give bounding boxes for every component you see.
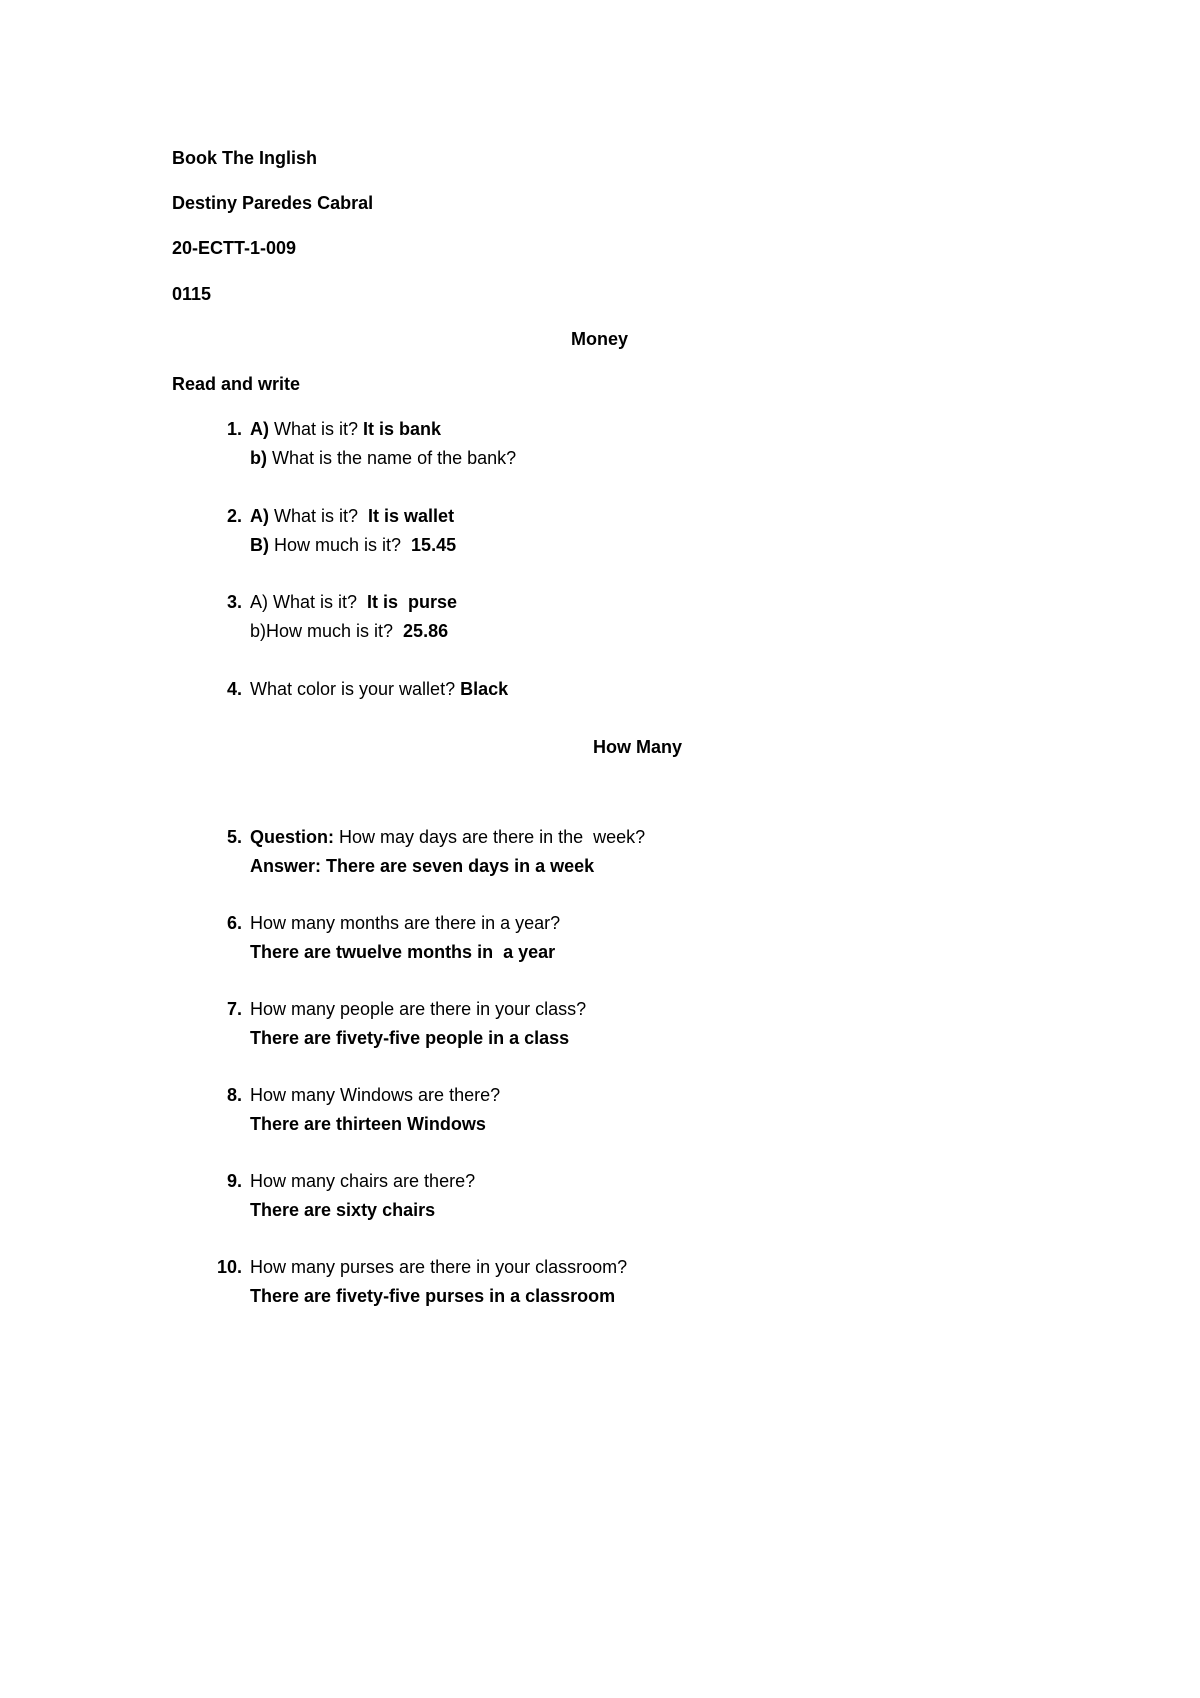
part-label: B) <box>250 535 269 555</box>
item-number: 9. <box>226 1171 242 1191</box>
item-number: 2. <box>226 506 242 526</box>
item-number: 1. <box>226 419 242 439</box>
answer-text: 15.45 <box>411 535 457 555</box>
question-text: b)How much is it? <box>250 621 404 641</box>
item-line <box>250 447 516 469</box>
item-number: 7. <box>226 999 242 1019</box>
question-label: Question: <box>250 827 334 847</box>
part-label: b) <box>250 448 267 468</box>
question-text: What is it? <box>269 506 369 526</box>
item-line <box>250 826 645 848</box>
item-line <box>250 418 441 440</box>
item-number: 5. <box>226 827 242 847</box>
answer-label: Answer: <box>250 856 322 876</box>
answer-text: It is wallet <box>368 506 455 526</box>
answer-text: Black <box>460 679 509 699</box>
question-text: How much is it? <box>269 535 412 555</box>
item-number: 4. <box>226 679 242 699</box>
answer-text: It is bank <box>363 419 442 439</box>
answer-text: There are twuelve months in a year <box>250 942 556 962</box>
item-line <box>250 855 594 877</box>
part-label: A) <box>250 506 269 526</box>
student-id: 20-ECTT-1-009 <box>172 238 297 258</box>
question-text: How many purses are there in your classroom? <box>250 1257 628 1277</box>
answer-text: There are seven days in a week <box>321 856 595 876</box>
question-text: How many chairs are there? <box>250 1171 476 1191</box>
document-title: Book The Inglish <box>172 148 318 168</box>
question-text: What is the name of the bank? <box>267 448 517 468</box>
money-heading: Money <box>571 329 629 349</box>
question-text: What is it? <box>269 419 364 439</box>
question-text: A) What is it? <box>250 592 368 612</box>
item-line <box>250 505 454 527</box>
how-many-heading: How Many <box>593 737 683 757</box>
section-code: 0115 <box>172 284 212 304</box>
answer-text: There are fivety-five people in a class <box>250 1028 570 1048</box>
question-text: How many people are there in your class? <box>250 999 587 1019</box>
item-number: 10. <box>216 1257 242 1277</box>
question-text: How may days are there in the week? <box>334 827 646 847</box>
answer-text: 25.86 <box>403 621 449 641</box>
item-number: 6. <box>226 913 242 933</box>
question-text: How many months are there in a year? <box>250 913 561 933</box>
item-number: 8. <box>226 1085 242 1105</box>
answer-text: It is purse <box>367 592 458 612</box>
answer-text: There are thirteen Windows <box>250 1114 486 1134</box>
item-number: 3. <box>226 592 242 612</box>
student-name: Destiny Paredes Cabral <box>172 193 374 213</box>
item-line <box>250 591 457 613</box>
instruction: Read and write <box>172 374 301 394</box>
question-text: How many Windows are there? <box>250 1085 501 1105</box>
item-line <box>250 534 456 556</box>
answer-text: There are fivety-five purses in a classroom <box>250 1286 616 1306</box>
part-label: A) <box>250 419 269 439</box>
answer-text: There are sixty chairs <box>250 1200 436 1220</box>
item-line <box>250 620 448 642</box>
item-line <box>250 678 508 700</box>
question-text: What color is your wallet? <box>250 679 461 699</box>
